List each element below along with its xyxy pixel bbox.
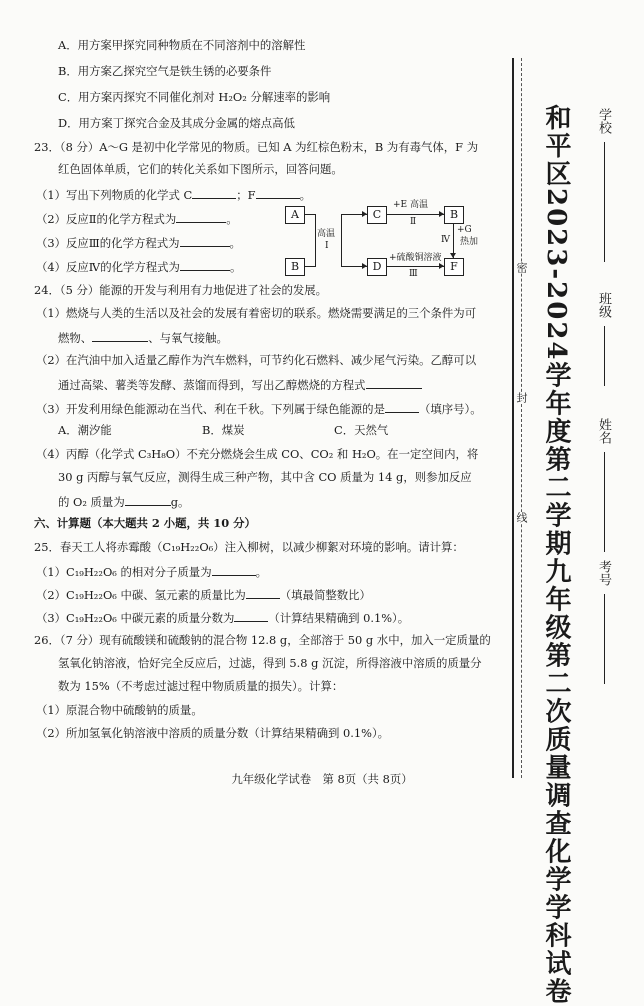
box-f: F [444, 258, 464, 276]
page-footer: 九年级化学试卷 第 8页（共 8页） [231, 772, 413, 786]
q24-part1-line1: （1）燃烧与人类的生活以及社会的发展有着密切的联系。燃烧需要满足的三个条件为可 [36, 306, 477, 320]
arrow-head [439, 211, 444, 217]
q24-part1-end: 、与氧气接触。 [148, 331, 228, 345]
answer-blank[interactable] [125, 495, 171, 506]
answer-blank[interactable] [256, 188, 300, 199]
arrow-head [450, 253, 456, 258]
box-b: B [285, 258, 305, 276]
q23-part4-end: 。 [229, 260, 242, 274]
connector-line [315, 214, 316, 267]
seal-dashed-line [521, 58, 522, 778]
answer-blank[interactable] [180, 236, 230, 247]
q23-part2-end: 。 [226, 212, 238, 226]
box-a: A [285, 206, 305, 224]
q24-part1-text: 燃物、 [58, 331, 93, 345]
answer-blank[interactable] [234, 611, 268, 622]
q25-part3 [36, 611, 409, 624]
q26-part2: （2）所加氢氧化钠溶液中溶质的质量分数（计算结果精确到 0.1%）。 [36, 726, 390, 740]
q26-line2: 氢氧化钠溶液，恰好完全反应后，过滤，得到 5.8 g 沉淀，所得溶液中溶质的质量分 [58, 656, 482, 670]
class-label: 班级 [596, 292, 611, 318]
option-b: B．用方案乙探究空气是铁生锈的必要条件 [58, 64, 272, 78]
q24-part4-line2: 30 g 丙醇与氧气反应，测得生成三种产物，其中含 CO 质量为 14 g，则参加反应 [58, 470, 472, 484]
q23-intro-line2: 红色固体单质，它们的转化关系如下图所示，回答问题。 [58, 162, 343, 176]
q24-part3-text: （3）开发利用绿色能源动在当代、利在千秋。下列属于绿色能源的是 [36, 402, 385, 416]
q23-part3 [36, 236, 241, 249]
q24-option-c: C．天然气 [334, 423, 389, 437]
q25-part2-text: （2）C₁₉H₂₂O₆ 中碳、氢元素的质量比为 [36, 588, 246, 602]
exam-no-label: 考号 [596, 560, 611, 586]
answer-blank[interactable] [192, 188, 236, 199]
q24-intro: 24．（5 分）能源的开发与利用有力地促进了社会的发展。 [34, 283, 328, 297]
condition-plus-cuso4: +硫酸铜溶液 [389, 253, 442, 263]
q24-option-a: A．潮汐能 [58, 423, 112, 437]
q24-part4-line3 [58, 495, 189, 508]
arrow-d-to-f [387, 266, 444, 267]
seal-mi: 密 [515, 262, 528, 273]
condition-heat: 加热 [458, 236, 477, 245]
q25-part1-text: （1）C₁₉H₂₂O₆ 的相对分子质量为 [36, 565, 212, 579]
class-field[interactable] [604, 326, 605, 386]
q24-part2-text: 通过高粱、薯类等发酵、蒸馏而得到，写出乙醇燃烧的方程式 [58, 378, 366, 392]
q25-part2-end: （填最简整数比） [279, 588, 371, 602]
school-field[interactable] [604, 142, 605, 262]
option-a: A．用方案甲探究同种物质在不同溶剂中的溶解性 [58, 38, 306, 52]
name-label: 姓名 [596, 418, 611, 444]
q23-part3-end: 。 [229, 236, 241, 250]
q24-part1-line2 [58, 331, 228, 344]
answer-blank[interactable] [385, 402, 419, 413]
option-d: D．用方案丁探究合金及其成分金属的熔点高低 [58, 116, 295, 130]
box-b2: B [444, 206, 464, 224]
q23-part3-text: （3）反应Ⅲ的化学方程式为 [36, 236, 180, 250]
q25-part3-end: （计算结果精确到 0.1%）。 [268, 611, 410, 625]
name-field[interactable] [604, 452, 605, 552]
q23-part1-text: （1）写出下列物质的化学式 C [36, 188, 193, 202]
condition-high-temp: 高温 [317, 229, 336, 239]
q24-option-b: B．煤炭 [202, 423, 245, 437]
seal-feng: 封 [515, 392, 528, 403]
condition-roman-4: Ⅳ [441, 235, 450, 245]
q23-intro-line1: 23．（8 分）A～G 是初中化学常见的物质。已知 A 为红棕色粉末，B 为有毒气体，F 为 [34, 140, 479, 154]
answer-blank[interactable] [246, 588, 280, 599]
q23-part1-mid: ；F [236, 188, 256, 202]
q24-part2-line2 [58, 378, 422, 391]
box-d: D [367, 258, 387, 276]
seal-xian: 线 [515, 512, 528, 523]
condition-plus-e: +E 高温 [393, 200, 428, 210]
exam-no-field[interactable] [604, 594, 605, 684]
arrow-head [362, 263, 367, 269]
q25-part1 [36, 565, 267, 578]
connector-line [305, 266, 315, 267]
q26-line1: 26．（7 分）现有硫酸镁和硫酸钠的混合物 12.8 g，全部溶于 50 g 水中，加入一定质量的 [34, 633, 491, 647]
q23-part1 [36, 188, 311, 201]
q24-part4-text: 的 O₂ 质量为 [58, 495, 125, 509]
answer-blank[interactable] [176, 212, 226, 223]
q23-part4-text: （4）反应Ⅳ的化学方程式为 [36, 260, 180, 274]
section-heading: 六、计算题（本大题共 2 小题，共 10 分） [34, 516, 256, 530]
box-c: C [367, 206, 387, 224]
arrow-head [362, 211, 367, 217]
q24-part4-line1: （4）丙醇（化学式 C₃H₈O）不充分燃烧会生成 CO、CO₂ 和 H₂O。在一定空间内，将 [36, 447, 479, 461]
q25-part1-end: 。 [255, 565, 267, 579]
connector-line [341, 214, 342, 267]
q24-part4-end: g。 [170, 495, 190, 509]
answer-blank[interactable] [366, 378, 422, 389]
exam-title: 和平区2023-2024学年度第二学期九年级第二次质量调查化学学科试卷 [541, 104, 571, 1006]
q26-part1: （1）原混合物中硫酸钠的质量。 [36, 703, 203, 717]
arrow-c-to-b [387, 214, 444, 215]
q25-intro: 25．春天工人将赤霉酸（C₁₉H₂₂O₆）注入柳树，以减少柳絮对环境的影响。请计算： [34, 540, 464, 554]
arrow-head [439, 263, 444, 269]
q24-part2-line1: （2）在汽油中加入适量乙醇作为汽车燃料，可节约化石燃料、减少尾气污染。乙醇可以 [36, 353, 477, 367]
answer-blank[interactable] [212, 565, 256, 576]
condition-plus-g: +G [457, 225, 472, 235]
q23-part1-end: 。 [299, 188, 311, 202]
q23-part2 [36, 212, 238, 225]
answer-blank[interactable] [180, 260, 230, 271]
school-label: 学校 [596, 108, 611, 134]
q25-part2 [36, 588, 371, 601]
binding-border [512, 58, 514, 778]
answer-blank[interactable] [92, 331, 148, 342]
q24-part3 [36, 402, 482, 415]
condition-roman-3: Ⅲ [409, 269, 418, 279]
q26-line3: 数为 15%（不考虑过滤过程中物质质量的损失）。计算： [58, 679, 344, 693]
condition-roman-2: Ⅱ [410, 217, 417, 227]
q24-part3-end: （填序号）。 [418, 402, 482, 416]
q25-part3-text: （3）C₁₉H₂₂O₆ 中碳元素的质量分数为 [36, 611, 235, 625]
condition-roman-1: Ⅰ [325, 241, 329, 251]
q23-part2-text: （2）反应Ⅱ的化学方程式为 [36, 212, 177, 226]
q23-part4 [36, 260, 241, 273]
option-c: C．用方案丙探究不同催化剂对 H₂O₂ 分解速率的影响 [58, 90, 331, 104]
connector-line [305, 214, 315, 215]
